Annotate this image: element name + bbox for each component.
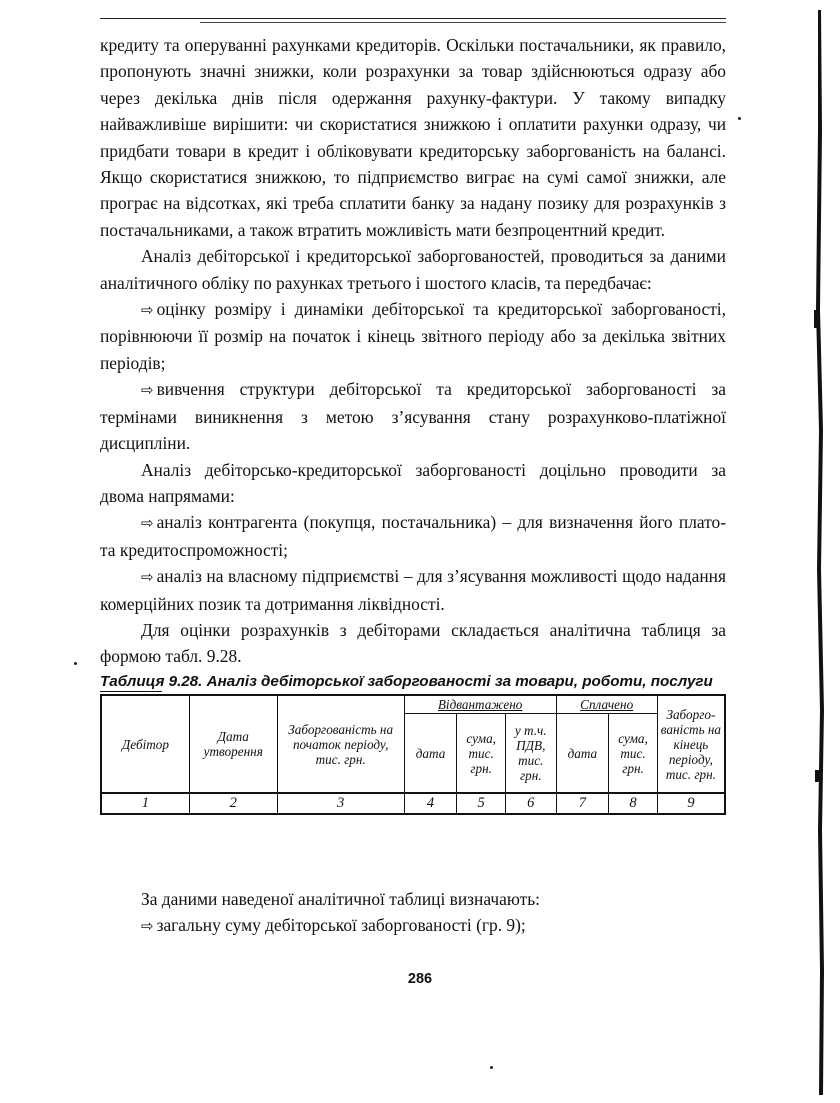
column-number: 8 xyxy=(609,793,658,814)
paragraph: Для оцінки розрахунків з дебіторами складається аналітична таблиця за формою табл. 9.28. xyxy=(100,619,726,667)
column-number: 2 xyxy=(189,793,277,814)
arrow-icon: ⇨ xyxy=(141,381,154,400)
arrow-icon: ⇨ xyxy=(141,514,154,533)
body-text xyxy=(100,32,726,815)
sub-header-vat: у т.ч. ПДВ, тис. грн. xyxy=(505,713,556,793)
column-number: 1 xyxy=(101,793,189,814)
col-header-shipped: Відвантажено xyxy=(404,695,556,714)
sub-header-sum: сума, тис. грн. xyxy=(609,713,658,793)
header-rule xyxy=(100,18,726,19)
table-caption: Таблиця 9.28. Аналіз дебіторської заборгованості за товари, роботи, послуги xyxy=(100,672,713,690)
col-header-paid: Сплачено xyxy=(556,695,657,714)
col-header-debt-end: Заборго-ваність на кінець періоду, тис. грн. xyxy=(657,695,725,794)
col-header-date-created: Дата утворення xyxy=(189,695,277,794)
column-number: 3 xyxy=(277,793,404,814)
bullet-item: ⇨ загальну суму дебіторської заборгованості (гр. 9); xyxy=(100,912,726,939)
bullet-item: ⇨ вивчення структури дебіторської та кредиторської заборгованості за термінами виникнення з метою з’ясування стану розрахунково-платіжної дисципліни. xyxy=(100,379,726,454)
header-rule-thin xyxy=(200,22,726,23)
column-number: 4 xyxy=(404,793,457,814)
column-number: 7 xyxy=(556,793,609,814)
bullet-item: ⇨ аналіз контрагента (покупця, постачальника) – для визначення його плато- та кредитоспроможності; xyxy=(100,512,726,560)
body-text-continued xyxy=(100,886,726,940)
bullet-item: ⇨ оцінку розміру і динаміки дебіторської та кредиторської заборгованості, порівнюючи її розмір на початок і кінець звітного періоду або за декілька звітних періодів; xyxy=(100,299,726,373)
arrow-icon: ⇨ xyxy=(141,568,154,587)
page-number: 286 xyxy=(407,971,433,987)
arrow-icon: ⇨ xyxy=(141,917,154,936)
column-number: 5 xyxy=(457,793,506,814)
col-header-debt-start: Заборгованість на початок періоду, тис. грн. xyxy=(277,695,404,794)
bullet-item: ⇨ аналіз на власному підприємстві – для з’ясування можливості щодо надання комерційних позик та дотримання ліквідності. xyxy=(100,566,726,614)
scan-speck xyxy=(490,1066,493,1069)
column-number: 9 xyxy=(657,793,725,814)
paragraph: кредиту та оперуванні рахунками кредиторів. Оскільки постачальники, як правило, пропонують значні знижки, коли розрахунки за товар здійснюються одразу або через декілька днів після одержання рахунку-фактури. У такому випадку найважливіше вирішити: чи скористатися знижкою і оплатити рахунки одразу, чи придбати товари в кредит і обліковувати кредиторську заборгованість на балансі. Якщо скористатися знижкою, то підприємство виграє на сумі самої знижки, але програє на відсотках, які треба сплатити банку за надану позику для розрахунків з постачальниками, а також втратить можливість мати безпроцентний кредит. xyxy=(100,35,726,240)
table-row xyxy=(101,793,725,814)
sub-header-date: дата xyxy=(404,713,457,793)
col-header-debtor: Дебітор xyxy=(101,695,189,794)
sub-header-sum: сума, тис. грн. xyxy=(457,713,506,793)
arrow-icon: ⇨ xyxy=(141,301,154,320)
analysis-table xyxy=(100,694,726,816)
paragraph: Аналіз дебіторської і кредиторської заборгованостей, проводиться за даними аналітичного обліку по рахунках третього і шостого класів, та передбачає: xyxy=(100,246,726,293)
sub-header-date: дата xyxy=(556,713,609,793)
binding-edge xyxy=(812,10,828,1095)
scan-speck xyxy=(74,662,77,665)
column-number: 6 xyxy=(505,793,556,814)
paragraph: За даними наведеної аналітичної таблиці визначають: xyxy=(141,889,540,909)
paragraph: Аналіз дебіторсько-кредиторської заборгованості доцільно проводити за двома напрямами: xyxy=(100,459,726,506)
scan-speck xyxy=(738,117,741,120)
